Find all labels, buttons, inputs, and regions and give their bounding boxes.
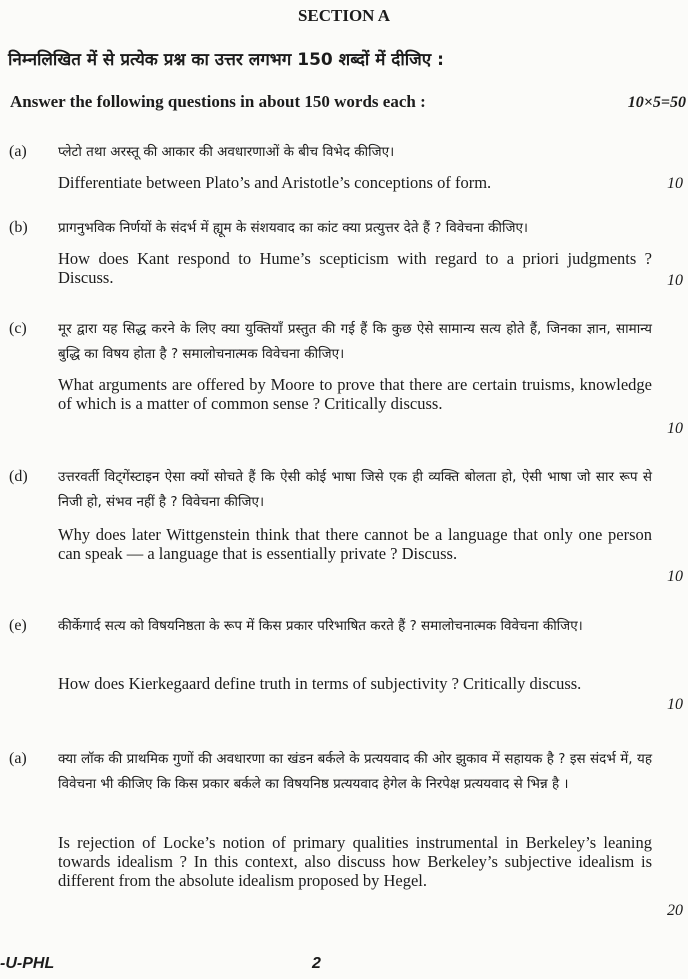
question-text-english: How does Kant respond to Hume’s scepticism with regard to a priori judgments ? Discuss. [58,249,652,287]
question-text-english: Is rejection of Locke’s notion of primary qualities instrumental in Berkeley’s leaning towards idealism ? In this context, also discuss how Berkeley’s subjective idealism is different from the absolute idealism proposed by Hegel. [58,833,652,890]
question-text-hindi: कीर्केगार्द सत्य को विषयनिष्ठता के रूप में किस प्रकार परिभाषित करते हैं ? समालोचनात्मक विवेचना कीजिए। [58,618,583,634]
question-text-english: How does Kierkegaard define truth in terms of subjectivity ? Critically discuss. [58,674,582,693]
question-label: (c) [9,320,27,337]
question-text-hindi: क्या लॉक की प्राथमिक गुणों की अवधारणा का खंडन बर्कले के प्रत्ययवाद की ओर झुकाव में सहायक है ? इस संदर्भ में, यह विवेचना भी कीजिए कि किस प्रकार बर्कले का विषयनिष्ठ प्रत्ययवाद हेगेल के निरपेक्ष प्रत्ययवाद से भिन्न है । [58,751,652,792]
question-marks: 10 [667,696,683,713]
question-text-english: Why does later Wittgenstein think that there cannot be a language that only one person can speak — a language that is essentially private ? Discuss. [58,525,652,563]
question-text-hindi: प्रागनुभविक निर्णयों के संदर्भ में ह्यूम के संशयवाद का कांट क्या प्रत्युत्तर देते हैं ? विवेचना कीजिए। [58,220,529,236]
question-label: (b) [9,219,28,236]
question-marks: 10 [667,272,683,289]
question-label: (a) [9,750,27,767]
question-text-hindi: उत्तरवर्ती विट्गेंस्टाइन ऐसा क्यों सोचते हैं कि ऐसी कोई भाषा जिसे एक ही व्यक्ति बोलता हो, ऐसी भाषा जो सार रूप से निजी हो, संभव नहीं है ? विवेचना कीजिए। [58,469,652,510]
question-marks: 10 [667,568,683,585]
question-label: (a) [9,143,27,160]
question-label: (e) [9,617,27,634]
section-title: SECTION A [297,6,391,25]
paper-code: -U-PHL [0,955,55,972]
page-number: 2 [312,955,321,972]
question-text-hindi: प्लेटो तथा अरस्तू की आकार की अवधारणाओं के बीच विभेद कीजिए। [58,144,395,160]
question-marks: 20 [667,902,683,919]
question-text-english: What arguments are offered by Moore to prove that there are certain truisms, knowledge of which is a matter of common sense ? Critically discuss. [58,375,652,413]
question-label: (d) [9,468,28,485]
instruction-english: Answer the following questions in about 150 words each : [10,92,426,111]
question-marks: 10 [667,175,683,192]
total-marks: 10×5=50 [627,94,686,111]
instruction-hindi: निम्नलिखित में से प्रत्येक प्रश्न का उत्तर लगभग 150 शब्दों में दीजिए : [8,50,444,70]
question-text-english: Differentiate between Plato’s and Aristotle’s conceptions of form. [58,173,492,192]
question-text-hindi: मूर द्वारा यह सिद्ध करने के लिए क्या युक्तियाँ प्रस्तुत की गई हैं कि कुछ ऐसे सामान्य सत्य होते हैं, जिनका ज्ञान, सामान्य बुद्धि का विषय होता है ? समालोचनात्मक विवेचना कीजिए। [58,321,652,362]
question-marks: 10 [667,420,683,437]
